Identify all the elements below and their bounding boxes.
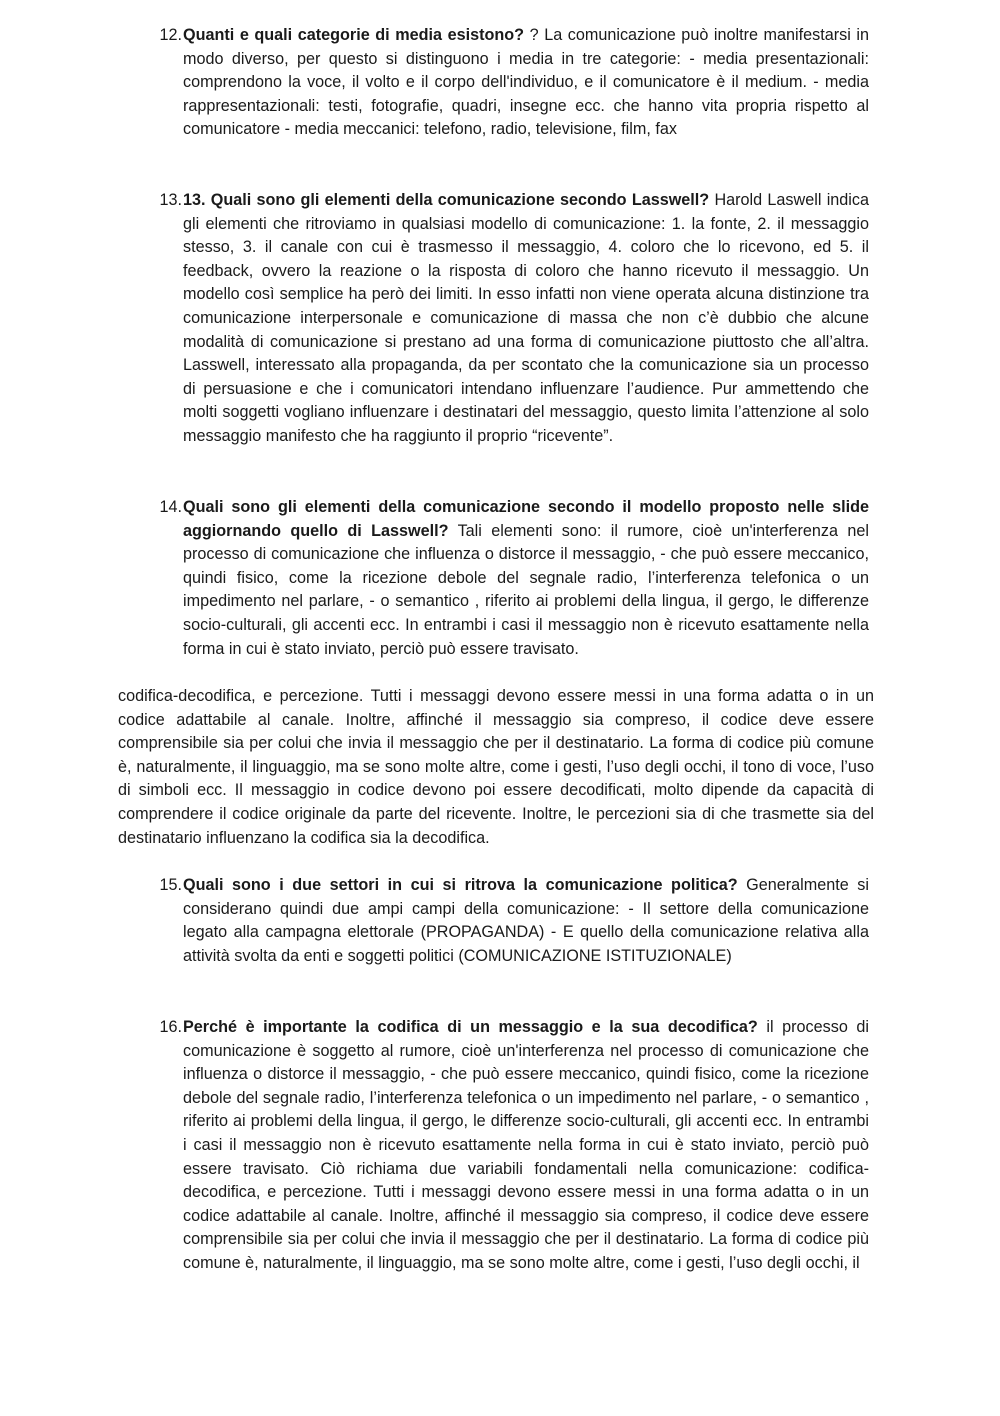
item-body	[183, 189, 869, 449]
item-body	[183, 496, 869, 661]
item-number: 12.	[159, 26, 182, 44]
answer-text: il processo di comunicazione è soggetto al rumore, cioè un'interferenza nel processo di comunicazione che influenza o distorce il messaggio, - che può essere meccanico, quindi fisico, come la ricezione debole del segnale radio, l’interferenza telefonica o un impedimento nel parlare, - o semantico , riferito ai problemi della lingua, il gergo, le differenze socio-culturali, gli accenti ecc. In entrambi i casi il messaggio non è ricevuto esattamente nella forma in cui è stato inviato, perciò può essere travisato. Ciò richiama due variabili fondamentali nella comunicazione: codifica-decodifica, e percezione. Tutti i messaggi devono essere messi in una forma adatta o in un codice adattabile al canale. Inoltre, affinché il messaggio sia compreso, il codice deve essere comprensibile sia per colui che invia il messaggio che per il destinatario. La forma di codice più comune è, naturalmente, il linguaggio, ma se sono molte altre, come i gesti, l’uso degli occhi, il	[183, 1018, 869, 1272]
answer-text: ? La comunicazione può inoltre manifestarsi in modo diverso, per questo si distinguono i media in tre categorie: - media presentazionali: comprendono la voce, il volto e il corpo dell'individuo, e il comunicatore è il medium. - media rappresentazionali: testi, fotografie, quadri, insegne ecc. che hanno vita propria rispetto al comunicatore - media meccanici: telefono, radio, televisione, film, fax	[183, 26, 869, 139]
question-item-16	[152, 1016, 869, 1276]
question-text: Perché è importante la codifica di un messaggio e la sua decodifica?	[183, 1018, 758, 1036]
item-body	[183, 874, 869, 968]
answer-text: Tali elementi sono: il rumore, cioè un'interferenza nel processo di comunicazione che influenza o distorce il messaggio, - che può essere meccanico, quindi fisico, come la ricezione debole del segnale radio, l’interferenza telefonica o un impedimento nel parlare, - o semantico , riferito ai problemi della lingua, il gergo, le differenze socio-culturali, gli accenti ecc. In entrambi i casi il messaggio non è ricevuto esattamente nella forma in cui è stato inviato, perciò può essere travisato.	[183, 521, 869, 658]
question-text: 13. Quali sono gli elementi della comunicazione secondo Lasswell?	[183, 191, 710, 209]
item-number: 14.	[159, 498, 182, 516]
question-text: Quanti e quali categorie di media esistono?	[183, 26, 525, 44]
question-text: Quali sono gli elementi della comunicazione secondo il modello proposto nelle slide aggiornando quello di Lasswell?	[183, 498, 869, 540]
item-body	[183, 1016, 869, 1276]
question-text: Quali sono i due settori in cui si ritrova la comunicazione politica?	[183, 876, 738, 894]
item-number: 15.	[159, 876, 182, 894]
answer-text: Harold Laswell indica gli elementi che ritroviamo in qualsiasi modello di comunicazione: 1. la fonte, 2. il messaggio stesso, 3. il canale con cui è trasmesso il messaggio, 4. coloro che lo ricevono, ed 5. il feedback, ovvero la reazione o la risposta di coloro che hanno ricevuto il messaggio. Un modello così semplice ha però dei limiti. In esso infatti non viene operata alcuna distinzione tra comunicazione interpersonale e comunicazione di massa che non c’è dubbio che alcune modalità di comunicazione si prestano ad una forma di comunicazione piuttosto che all’altra. Lasswell, interessato alla propaganda, da per scontato che la comunicazione sia un processo di persuasione e che i comunicatori intendano influenzare l’audience. Pur ammettendo che molti soggetti vogliano influenzare i destinatari del messaggio, questo limita l’attenzione al solo messaggio manifesto che ha raggiunto il proprio “ricevente”.	[183, 191, 869, 445]
item-number: 13.	[159, 191, 182, 209]
question-item-14	[152, 496, 869, 661]
question-item-12	[152, 24, 869, 142]
item-number: 16.	[159, 1018, 182, 1036]
continuation-paragraph: codifica-decodifica, e percezione. Tutti i messaggi devono essere messi in una forma adatta o in un codice adattabile al canale. Inoltre, affinché il messaggio sia compreso, il codice deve essere comprensibile sia per colui che invia il messaggio che per il destinatario. La forma di codice più comune è, naturalmente, il linguaggio, ma se sono molte altre, come i gesti, l’uso degli occhi, il tono di voce, l’uso di simboli ecc. Il messaggio in codice devono poi essere decodificati, molto dipende da capacità di comprendere il codice originale da parte del ricevente. Inoltre, le percezioni sia di che trasmette sia del destinatario influenzano la codifica sia la decodifica.	[118, 687, 874, 847]
question-item-13	[152, 189, 869, 449]
answer-text: Generalmente si considerano quindi due ampi campi della comunicazione: - Il settore della comunicazione legato alla campagna elettorale (PROPAGANDA) - E quello della comunicazione relativa alla attività svolta da enti e soggetti politici (COMUNICAZIONE ISTITUZIONALE)	[183, 876, 869, 965]
question-item-15	[152, 874, 869, 968]
item-body	[183, 24, 869, 142]
